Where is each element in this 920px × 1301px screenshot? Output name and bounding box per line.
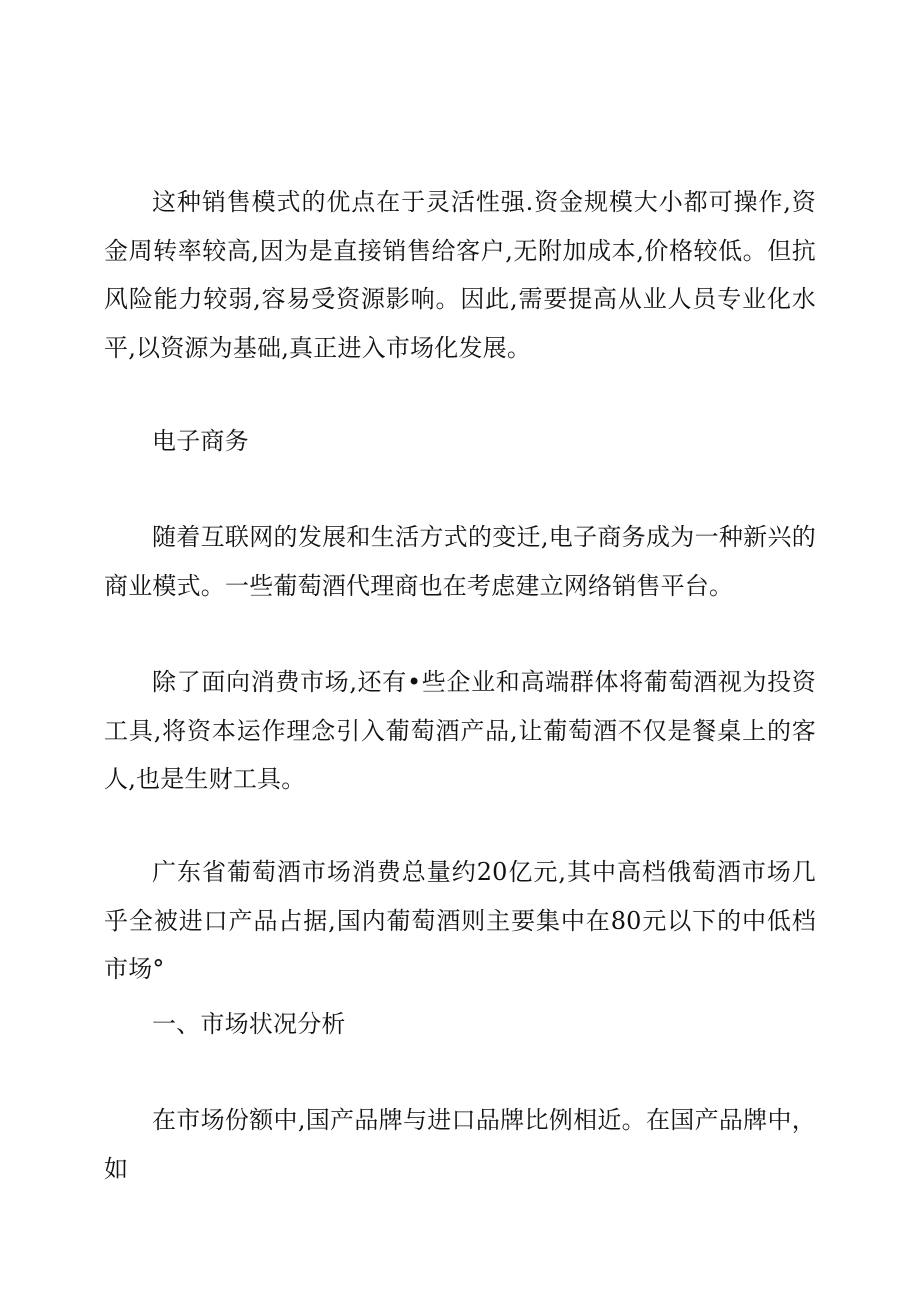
paragraph-investment-tool: 除了面向消费市场,还有•些企业和高端群体将葡萄酒视为投资工具,将资本运作理念引入葡萄酒产品,让葡萄酒不仅是餐桌上的客人,也是生财工具。 (104, 668, 816, 793)
paragraph-market-share: 在市场份额中,国产品牌与进口品牌比例相近。在国产品牌中，如 (104, 1106, 816, 1183)
section-heading-ecommerce: 电子商务 (152, 427, 249, 455)
paragraph-guangdong-market: 广东省葡萄酒市场消费总量约20亿元,其中高档俄萄酒市场几乎全被进口产品占据,国内葡萄酒则主要集中在80元以下的中低档市场° (104, 858, 816, 983)
section-heading-market-analysis: 一、市场状况分析 (152, 1010, 346, 1038)
paragraph-sales-model-advantages: 这种销售模式的优点在于灵活性强.资金规模大小都可操作,资金周转率较高,因为是直接销售给客户,无附加成本,价格较低。但抗风险能力较弱,容易受资源影响。因此,需要提高从业人员专业化水平,以资源为基础,真正进入市场化发展。 (104, 188, 816, 362)
paragraph-ecommerce: 随着互联网的发展和生活方式的变迁,电子商务成为一种新兴的商业模式。一些葡萄酒代理商也在考虑建立网络销售平台。 (104, 523, 816, 600)
